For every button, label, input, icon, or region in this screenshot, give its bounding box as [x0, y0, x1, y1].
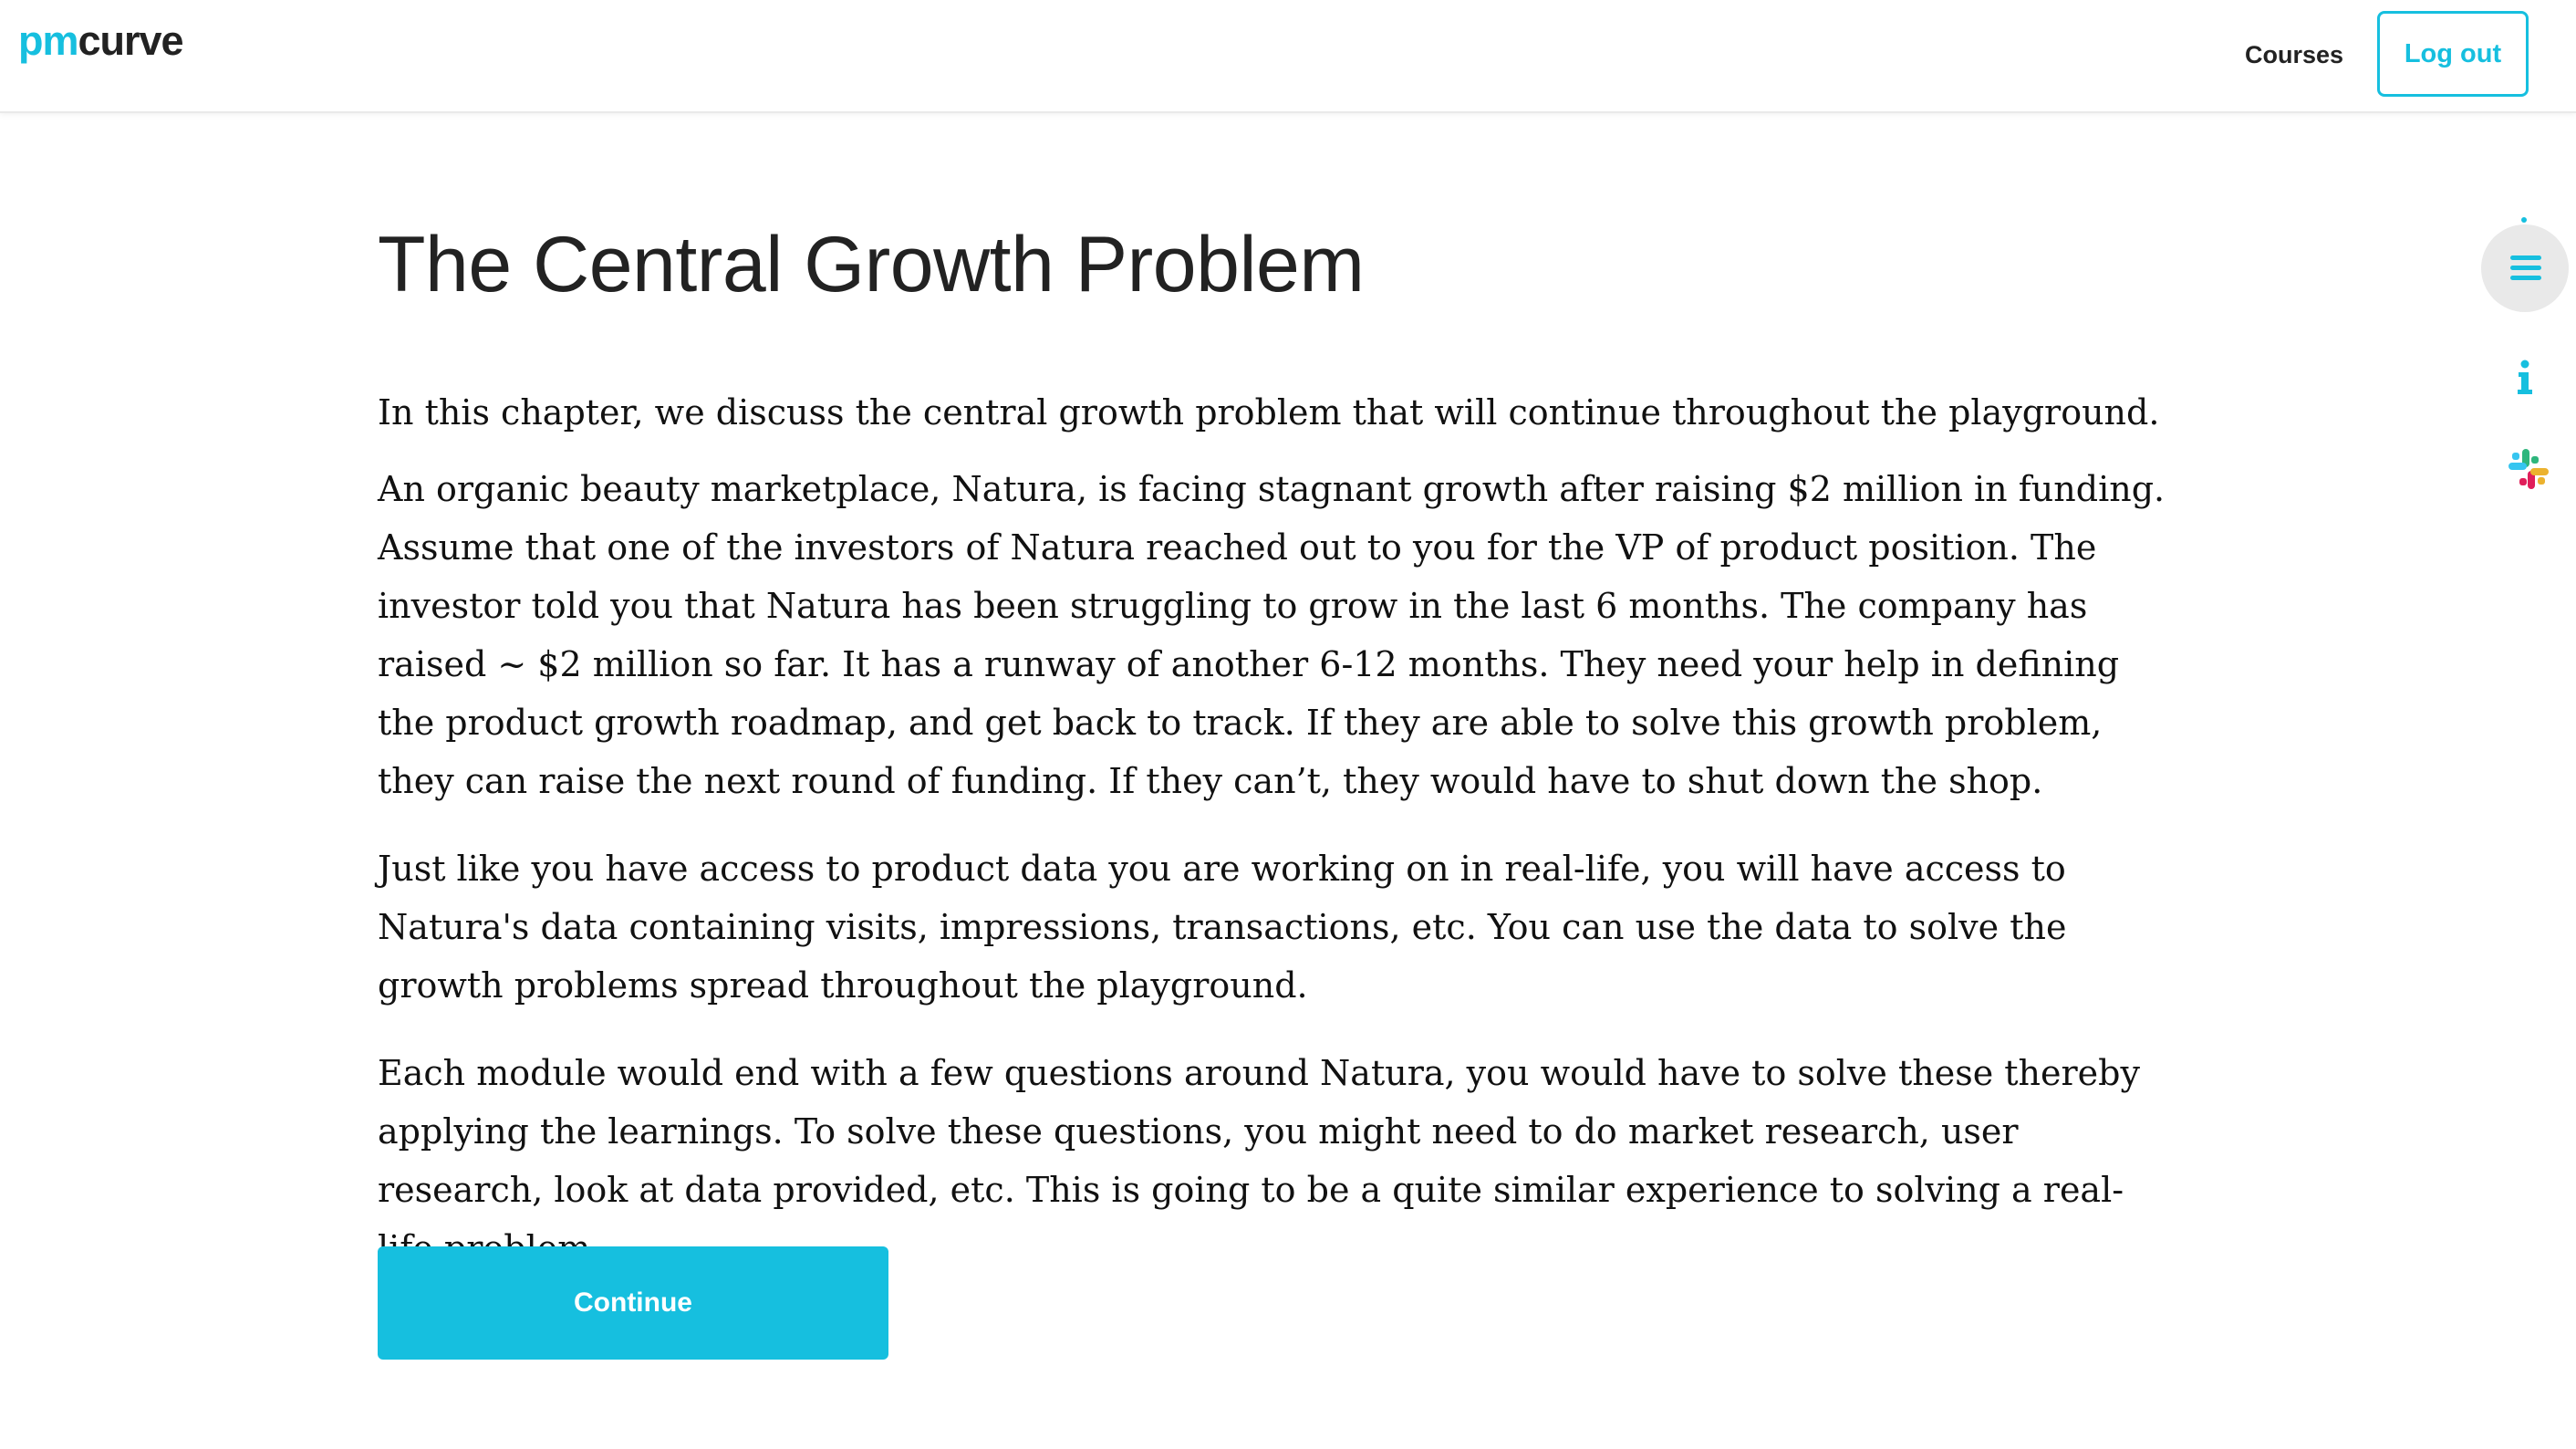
continue-button[interactable]: Continue	[378, 1246, 888, 1360]
module-questions-paragraph: Each module would end with a few questions around Natura, you would have to solve these thereby applying the learnings. To solve these questions, you might need to do market research, user research, look at data provided, etc. This is going to be a quite similar experience to solving a real-	[378, 1053, 2140, 1210]
menu-icon-bar	[2510, 266, 2541, 270]
page-title: The Central Growth Problem	[378, 221, 1365, 308]
info-icon[interactable]	[2510, 360, 2540, 396]
logo-curve-text: curve	[78, 17, 183, 64]
top-navigation-bar	[0, 0, 2576, 113]
logo-pm-text: pm	[18, 17, 78, 64]
courses-link[interactable]: Courses	[2244, 41, 2344, 68]
chapter-content	[378, 219, 2166, 1318]
menu-icon-bar	[2510, 276, 2541, 280]
problem-paragraph: An organic beauty marketplace, Natura, is facing stagnant growth after raising $2 million in funding. Assume that one of the investors of Natura reached out to you for the VP of product position. The investor told you that Natura has been struggling to grow in the last 6 months. The company has raised ~ $2 million so far. It has a runway of another 6-12 months. They need your help in defining the product growth roadmap, and get back to track. If they are able to solve this growth problem, they can raise the next round of funding. If they can’t, they would have to shut down the shop.	[378, 469, 2166, 801]
data-access-paragraph: Just like you have access to product data you are working on in real-life, you will have access to Natura's data containing visits, impressions, transactions, etc. You can use the data to solve the growth problems spread throughout the playground.	[378, 849, 2067, 1006]
menu-icon	[2510, 255, 2541, 260]
pmcurve-logo[interactable]	[18, 11, 183, 71]
slack-icon[interactable]	[2507, 447, 2550, 491]
menu-button[interactable]	[2481, 224, 2569, 312]
logout-button[interactable]: Log out	[2377, 11, 2529, 97]
intro-paragraph: In this chapter, we discuss the central growth problem that will continue throughout the playground.	[378, 392, 2160, 433]
rail-indicator-dot	[2521, 217, 2527, 223]
